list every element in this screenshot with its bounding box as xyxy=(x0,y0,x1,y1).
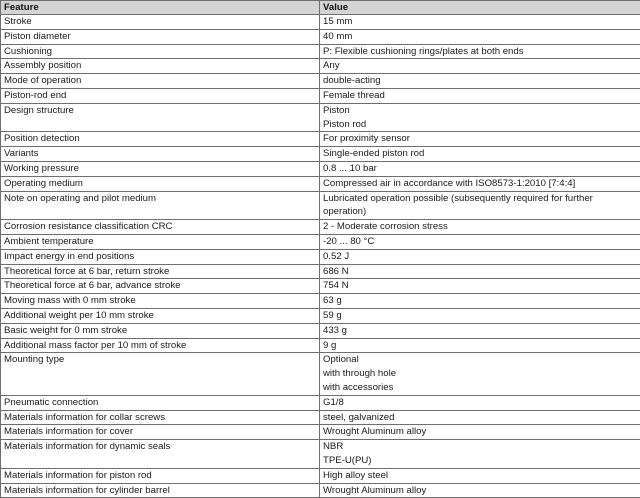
value-cell xyxy=(320,15,640,30)
table-row xyxy=(1,483,640,498)
table-row xyxy=(1,161,640,176)
value-cell xyxy=(320,44,640,59)
table-row xyxy=(1,176,640,191)
value-line: 686 N xyxy=(323,265,637,279)
value-cell xyxy=(320,279,640,294)
feature-cell: Working pressure xyxy=(1,161,320,176)
table-row xyxy=(1,191,640,220)
value-line: 9 g xyxy=(323,339,637,353)
feature-cell: Materials information for cylinder barrel xyxy=(1,483,320,498)
table-row xyxy=(1,15,640,30)
table-row xyxy=(1,440,640,469)
table-row xyxy=(1,323,640,338)
value-cell xyxy=(320,308,640,323)
value-line: 59 g xyxy=(323,309,637,323)
value-line: 433 g xyxy=(323,324,637,338)
feature-cell: Moving mass with 0 mm stroke xyxy=(1,294,320,309)
value-line: NBR xyxy=(323,440,637,454)
feature-cell: Impact energy in end positions xyxy=(1,249,320,264)
feature-cell: Materials information for dynamic seals xyxy=(1,440,320,469)
table-row xyxy=(1,249,640,264)
value-cell xyxy=(320,29,640,44)
value-line: For proximity sensor xyxy=(323,132,637,146)
value-line: 2 - Moderate corrosion stress xyxy=(323,220,637,234)
value-line: Single-ended piston rod xyxy=(323,147,637,161)
value-cell xyxy=(320,353,640,395)
column-header-feature: Feature xyxy=(1,1,320,15)
feature-cell: Pneumatic connection xyxy=(1,395,320,410)
table-row xyxy=(1,395,640,410)
feature-cell: Operating medium xyxy=(1,176,320,191)
value-line: Wrought Aluminum alloy xyxy=(323,484,637,498)
value-line: double-acting xyxy=(323,74,637,88)
value-cell xyxy=(320,338,640,353)
value-line: P: Flexible cushioning rings/plates at both ends xyxy=(323,45,637,59)
value-line: Female thread xyxy=(323,89,637,103)
table-row xyxy=(1,264,640,279)
value-cell xyxy=(320,323,640,338)
feature-cell: Piston-rod end xyxy=(1,88,320,103)
value-line: Any xyxy=(323,59,637,73)
table-row xyxy=(1,410,640,425)
value-line: 0.8 ... 10 bar xyxy=(323,162,637,176)
value-line: 754 N xyxy=(323,279,637,293)
value-line: Piston rod xyxy=(323,118,637,132)
feature-cell: Materials information for cover xyxy=(1,425,320,440)
value-cell xyxy=(320,147,640,162)
value-line: High alloy steel xyxy=(323,469,637,483)
feature-cell: Additional weight per 10 mm stroke xyxy=(1,308,320,323)
value-cell xyxy=(320,220,640,235)
table-row xyxy=(1,74,640,89)
value-cell xyxy=(320,74,640,89)
value-line: TPE-U(PU) xyxy=(323,454,637,468)
value-cell xyxy=(320,88,640,103)
table-row xyxy=(1,338,640,353)
value-line: Optional xyxy=(323,353,637,367)
value-line: 0.52 J xyxy=(323,250,637,264)
table-row xyxy=(1,220,640,235)
feature-cell: Ambient temperature xyxy=(1,234,320,249)
value-cell xyxy=(320,440,640,469)
feature-cell: Additional mass factor per 10 mm of stroke xyxy=(1,338,320,353)
feature-cell: Stroke xyxy=(1,15,320,30)
value-line: Piston xyxy=(323,104,637,118)
table-row xyxy=(1,88,640,103)
value-cell xyxy=(320,410,640,425)
value-cell xyxy=(320,176,640,191)
value-cell xyxy=(320,191,640,220)
column-header-value: Value xyxy=(320,1,640,15)
table-body xyxy=(1,15,640,498)
value-cell xyxy=(320,59,640,74)
header-row xyxy=(1,1,640,15)
value-line: Compressed air in accordance with ISO8573-1:2010 [7:4:4] xyxy=(323,177,637,191)
table-row xyxy=(1,425,640,440)
value-cell xyxy=(320,483,640,498)
table-row xyxy=(1,353,640,395)
value-line: -20 ... 80 °C xyxy=(323,235,637,249)
table-row xyxy=(1,308,640,323)
feature-cell: Design structure xyxy=(1,103,320,132)
value-line: 15 mm xyxy=(323,15,637,29)
value-line: G1/8 xyxy=(323,396,637,410)
value-cell xyxy=(320,395,640,410)
value-cell xyxy=(320,264,640,279)
value-line: steel, galvanized xyxy=(323,411,637,425)
table-row xyxy=(1,103,640,132)
value-cell xyxy=(320,294,640,309)
table-row xyxy=(1,468,640,483)
value-line: 63 g xyxy=(323,294,637,308)
value-cell xyxy=(320,234,640,249)
table-row xyxy=(1,294,640,309)
feature-cell: Materials information for collar screws xyxy=(1,410,320,425)
feature-cell: Position detection xyxy=(1,132,320,147)
table-row xyxy=(1,29,640,44)
feature-cell: Theoretical force at 6 bar, return stroke xyxy=(1,264,320,279)
value-line: operation) xyxy=(323,205,637,219)
feature-cell: Corrosion resistance classification CRC xyxy=(1,220,320,235)
feature-cell: Mounting type xyxy=(1,353,320,395)
feature-cell: Materials information for piston rod xyxy=(1,468,320,483)
table-row xyxy=(1,59,640,74)
value-cell xyxy=(320,425,640,440)
feature-cell: Piston diameter xyxy=(1,29,320,44)
value-cell xyxy=(320,249,640,264)
value-cell xyxy=(320,132,640,147)
feature-cell: Basic weight for 0 mm stroke xyxy=(1,323,320,338)
table-row xyxy=(1,44,640,59)
feature-cell: Assembly position xyxy=(1,59,320,74)
table-row xyxy=(1,132,640,147)
value-cell xyxy=(320,468,640,483)
value-cell xyxy=(320,161,640,176)
value-cell xyxy=(320,103,640,132)
feature-cell: Theoretical force at 6 bar, advance stroke xyxy=(1,279,320,294)
value-line: with through hole xyxy=(323,367,637,381)
value-line: Wrought Aluminum alloy xyxy=(323,425,637,439)
table-row xyxy=(1,279,640,294)
value-line: 40 mm xyxy=(323,30,637,44)
table-row xyxy=(1,147,640,162)
feature-cell: Cushioning xyxy=(1,44,320,59)
value-line: Lubricated operation possible (subsequently required for further xyxy=(323,192,637,206)
value-line: with accessories xyxy=(323,381,637,395)
table-row xyxy=(1,234,640,249)
feature-cell: Mode of operation xyxy=(1,74,320,89)
feature-cell: Variants xyxy=(1,147,320,162)
feature-cell: Note on operating and pilot medium xyxy=(1,191,320,220)
